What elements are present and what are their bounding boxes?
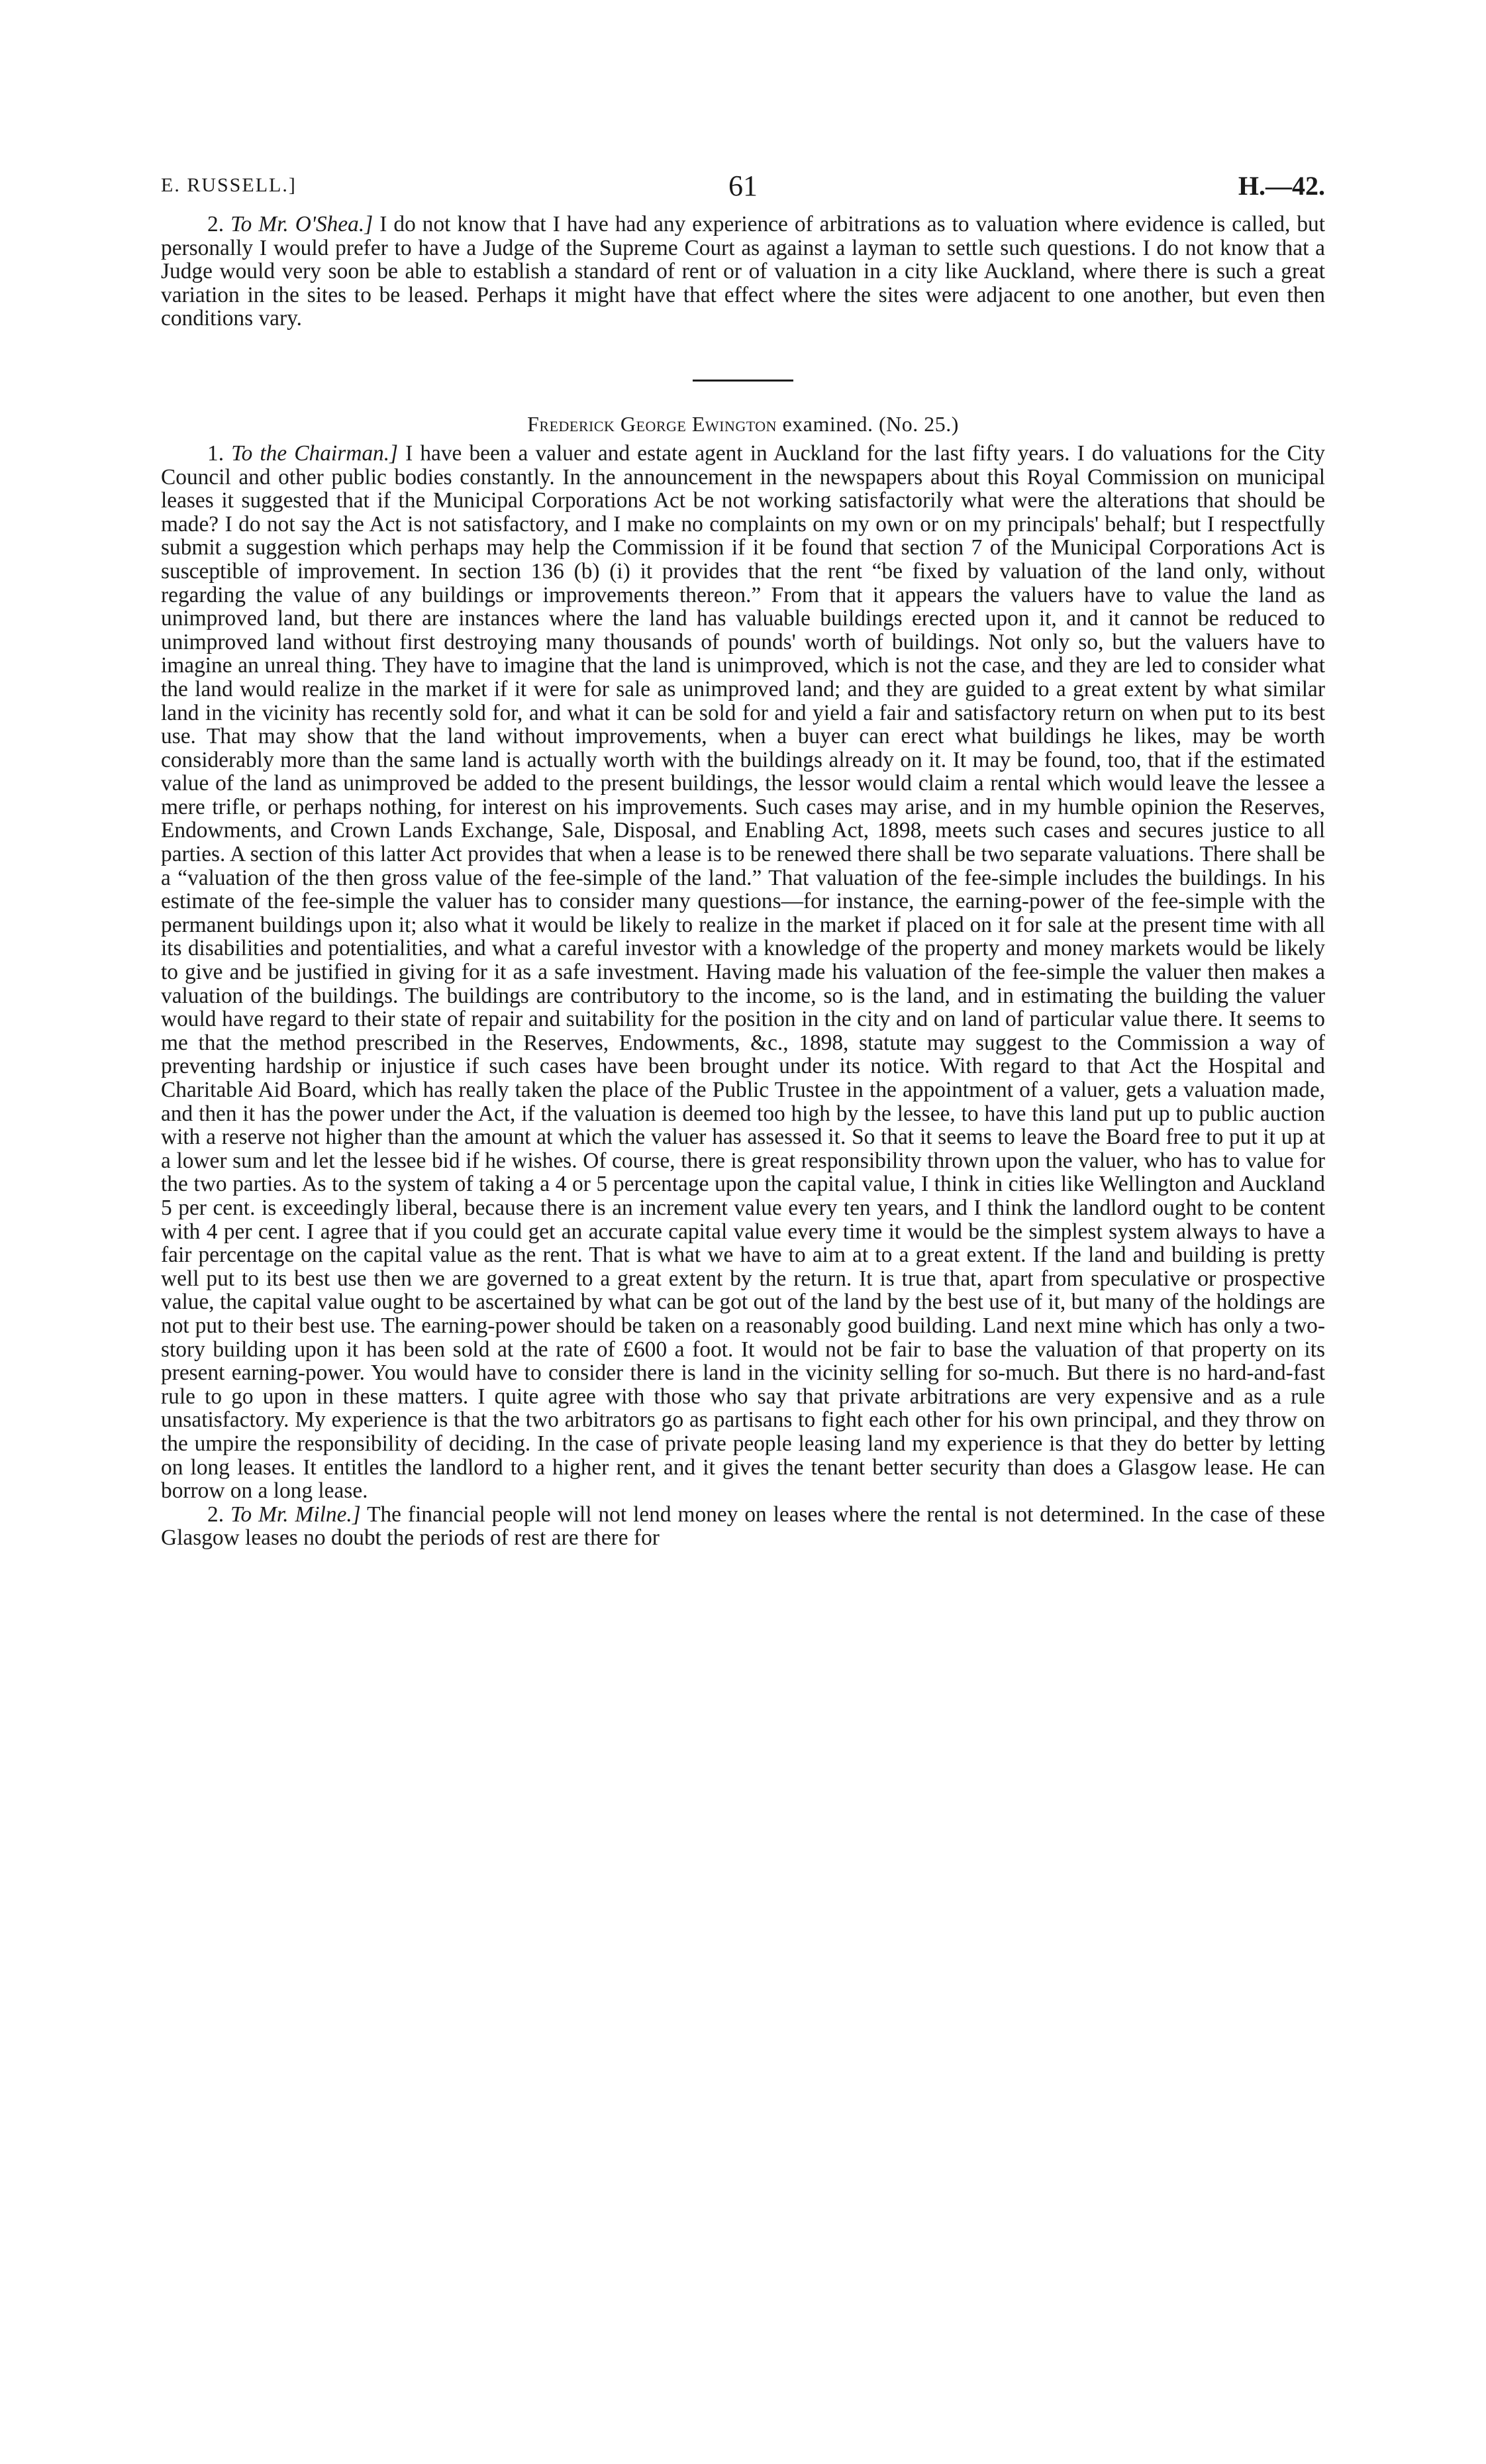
document-reference: H.—42. [1238,171,1325,201]
page-number: 61 [728,170,758,202]
paragraph-number: 1. [207,440,224,466]
paragraph-text: I have been a valuer and estate agent in Auckland for the last fifty years. I do valuations for the City Council and other public bodies constantly. In the announcement in the newspapers about this Royal Commission on municipal leases it suggested that if the Municipal Corporations Act be not working satisfactorily what were the alterations that should be made? I do not say the Act is not satisfactory, and I make no complaints on my own or on my principals' behalf; but I respectfully submit a suggestion which perhaps may help the Commission if it be found that section 7 of the Municipal Corporations Act is susceptible of improvement. In section 136 (b) (i) it provides that the rent “be fixed by valuation of the land only, without regarding the value of any buildings or improvements thereon.” From that it appears the valuers have to value the land as unimproved land, but there are instances where the land has valuable buildings erected upon it, and it cannot be reduced to unimproved land without first destroying many thousands of pounds' worth of buildings. Not only so, but the valuers have to imagine an unreal thing. They have to imagine that the land is unimproved, which is not the case, and they are led to consider what the land would realize in the market if it were for sale as unimproved land; and they are guided to a great extent by what similar land in the vicinity has recently sold for, and what it can be sold for and yield a fair and satisfactory return on when put to its best use. That may show that the land without improvements, when a buyer can erect what buildings he likes, may be worth considerably more than the same land is actually worth with the buildings already on it. It may be found, too, that if the estimated value of the land as unimproved be added to the present buildings, the lessor would claim a rental which would leave the lessee a mere trifle, or perhaps nothing, for interest on his improvements. Such cases may arise, and in my humble opinion the Reserves, Endowments, and Crown Lands Exchange, Sale, Disposal, and Enabling Act, 1898, meets such cases and secures justice to all parties. A section of this latter Act provides that when a lease is to be renewed there shall be two separate valuations. There shall be a “valuation of the then gross value of the fee-simple of the land.” That valuation of the fee-simple includes the buildings. In his estimate of the fee-simple the valuer has to consider many questions—for instance, the earning-power of the fee-simple with the permanent buildings upon it; also what it would be likely to realize in the market if placed on it for sale at the present time with all its disabilities and potentialities, and what a careful investor with a knowledge of the property and money markets would be likely to give and be justified in giving for it as a safe investment. Having made his valuation of the fee-simple the valuer then makes a valuation of the buildings. The buildings are contributory to the income, so is the land, and in estimating the building the valuer would have regard to their state of repair and suitability for the position in the city and on land of particular value there. It seems to me that the method prescribed in the Reserves, Endowments, &c., 1898, statute may suggest to the Commission a way of preventing hardship or injustice if such cases have been brought under its notice. With regard to that Act the Hospital and Charitable Aid Board, which has really taken the place of the Public Trustee in the appointment of a valuer, gets a valuation made, and then it has the power under the Act, if the valuation is deemed too high by the lessee, to have this land put up to public auction with a reserve not higher than the amount at which the valuer has assessed it. So that it seems to leave the Board free to put it up at a lower sum and let the lessee bid if he wishes. Of course, there is great responsibility thrown upon the valuer, who has to value for the two parties. As to the system of taking a 4 or 5 percentage upon the capital value, I think in cities like Wellington and Auckland 5 per cent. is exceedingly liberal, because there is an increment value every ten years, and I think the landlord ought to be content with 4 per cent. I agree that if you could get an accurate capital value every time it would be the simplest system always to have a fair percentage on the capital value as the rent. That is what we have to aim at to a great extent. If the land and building is pretty well put to its best use then we are governed to a great extent by the return. It is true that, apart from speculative or prospective value, the capital value ought to be ascertained by what can be got out of the land by the best use of it, but many of the holdings are not put to their best use. The earning-power should be taken on a reasonably good building. Land next mine which has only a two-story building upon it has been sold at the rate of £600 a foot. It would not be fair to base the valuation of that property on its present earning-power. You would have to consider there is land in the vicinity selling for so-much. But there is no hard-and-fast rule to go upon in these matters. I quite agree with those who say that private arbitrations are very expensive and as a rule unsatisfactory. My experience is that the two arbitrators go as partisans to fight each other for his own principal, and they throw on the umpire the responsibility of deciding. In the case of private people leasing land my experience is that they do better by letting on long leases. It entitles the landlord to a higher rent, and it gives the tenant better security than does a Glasgow lease. He can borrow on a long lease. [161,440,1325,1504]
paragraph-text: The financial people will not lend money on leases where the rental is not determined. In the case of these Glasgow leases no doubt the periods of rest are there for [161,1502,1325,1551]
witness-number: (No. 25.) [878,411,959,436]
header-witness-name: E. RUSSELL.] [161,174,297,196]
paragraph-addressee: To the Chairman.] [231,440,399,466]
witness-name: Frederick George Ewington [527,411,777,436]
document-page [161,169,1325,1550]
paragraph-text: I do not know that I have had any experience of arbitrations as to valuation where evidence is called, but personally I would prefer to have a Judge of the Supreme Court as against a layman to settle such questions. I do not know that a Judge would very soon be able to establish a standard of rent or of valuation in a city like Auckland, where there is such a great variation in the sites to be leased. Perhaps it might have that effect where the sites were adjacent to one another, but even then conditions vary. [161,212,1326,331]
paragraph-number: 2. [207,1502,224,1527]
russell-paragraph-2 [161,213,1325,331]
witness-heading [161,412,1325,436]
running-header [161,169,1325,209]
ewington-paragraph-1 [161,442,1325,1503]
paragraph-addressee: To Mr. Milne.] [230,1502,361,1527]
section-divider [693,380,793,382]
paragraph-number: 2. [207,212,224,236]
witness-status: examined. [782,411,873,436]
ewington-paragraph-2 [161,1503,1325,1550]
paragraph-addressee: To Mr. O'Shea.] [230,212,373,236]
